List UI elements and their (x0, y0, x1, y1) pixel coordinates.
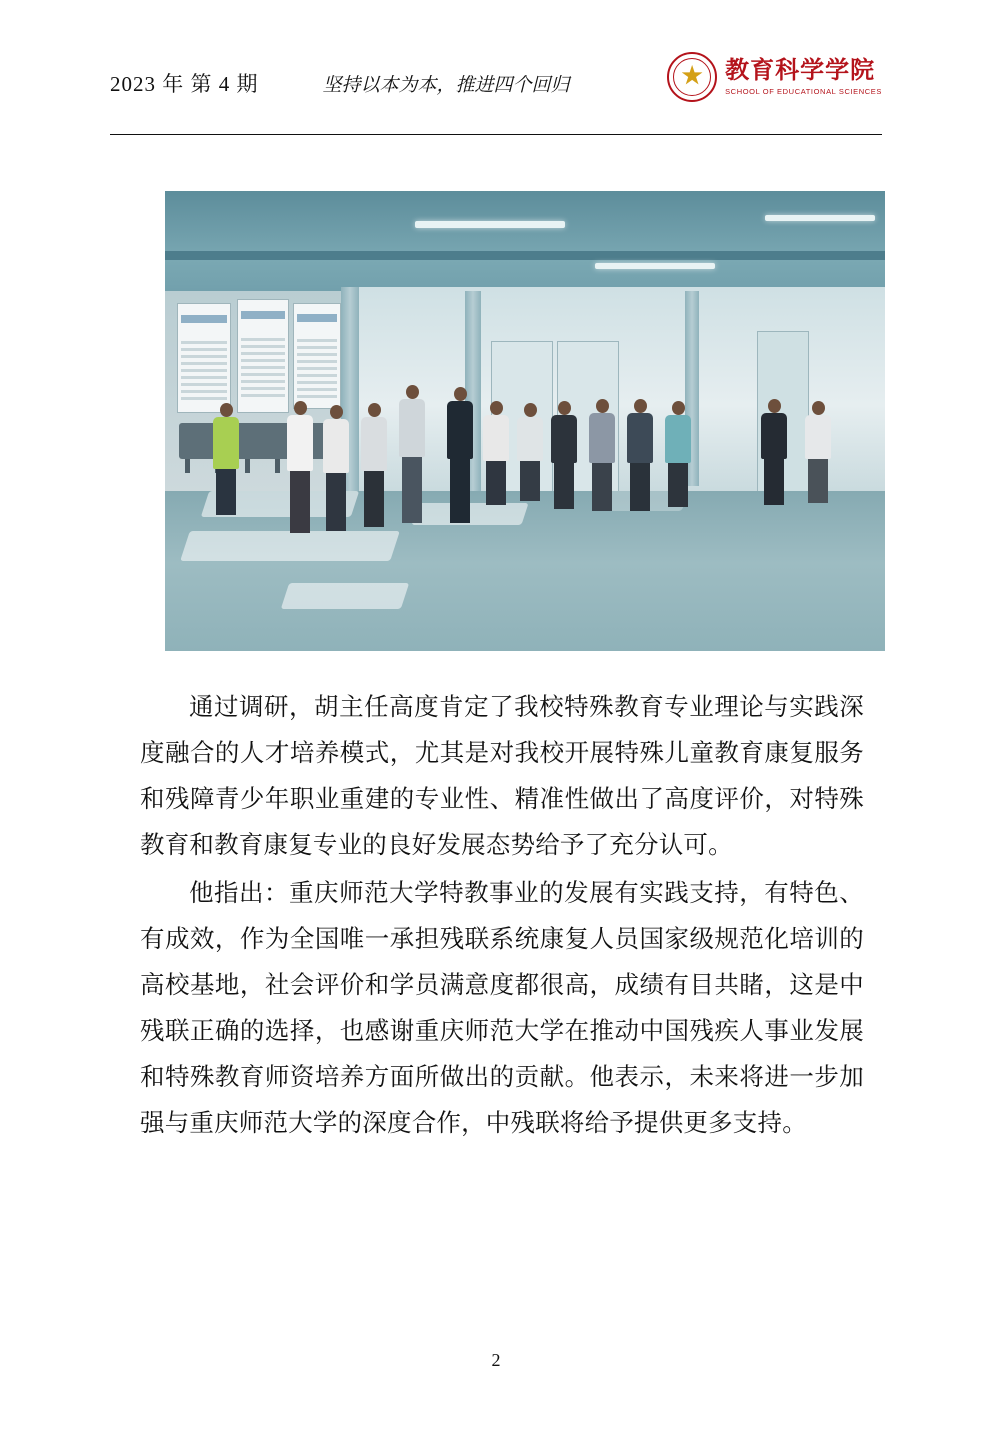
page-header (110, 46, 882, 135)
photo-ceiling-light (595, 263, 715, 269)
photo-person (589, 399, 615, 511)
photo-poster (293, 303, 341, 409)
slogan-text: 坚持以本为本，推进四个回归 (322, 75, 570, 96)
logo-name-en: SCHOOL OF EDUCATIONAL SCIENCES (725, 86, 882, 96)
document-page (0, 46, 992, 1449)
photo-sunlight (180, 531, 400, 561)
issue-label: 2023 年 第 4 期 (110, 72, 259, 96)
logo-name-cn: 教育科学学院 (725, 57, 876, 84)
star-emblem-icon (667, 52, 717, 102)
logo-text-block (725, 59, 882, 96)
photo-person (399, 385, 425, 523)
photo-canvas (165, 191, 885, 651)
photo-person (213, 403, 239, 515)
paragraph-1: 通过调研，胡主任高度肯定了我校特殊教育专业理论与实践深度融合的人才培养模式，尤其是对我校开展特殊儿童教育康复服务和残障青少年职业重建的专业性、精准性做出了高度评价，对特殊教育和教育康复专业的良好发展态势给予了充分认可。 (140, 694, 864, 859)
photo-person (551, 401, 577, 509)
photo-poster (237, 299, 289, 413)
photo-person (761, 399, 787, 505)
photo-ceiling-beam (165, 251, 885, 260)
photo-person (361, 403, 387, 527)
photo-person (323, 405, 349, 531)
photo-person (627, 399, 653, 511)
photo-person (665, 401, 691, 507)
photo-person (447, 387, 473, 523)
photo-poster (177, 303, 231, 413)
photo-person (805, 401, 831, 503)
article-body (110, 685, 882, 1147)
page-number: 2 (491, 1350, 501, 1370)
institution-logo (667, 52, 882, 102)
paragraph-2: 他指出：重庆师范大学特教事业的发展有实践支持，有特色、有成效，作为全国唯一承担残联系统康复人员国家级规范化培训的高校基地，社会评价和学员满意度都很高，成绩有目共睹，这是中残联正确的选择，也感谢重庆师范大学在推动中国残疾人事业发展和特殊教育师资培养方面所做出的贡献。他表示，未来将进一步加强与重庆师范大学的深度合作，中残联将给予提供更多支持。 (140, 880, 864, 1137)
photo-sunlight (281, 583, 409, 609)
photo-ceiling-light (765, 215, 875, 221)
article-photo (165, 191, 885, 651)
photo-ceiling-light (415, 221, 565, 228)
photo-person (517, 403, 543, 501)
photo-person (287, 401, 313, 533)
photo-person (483, 401, 509, 505)
